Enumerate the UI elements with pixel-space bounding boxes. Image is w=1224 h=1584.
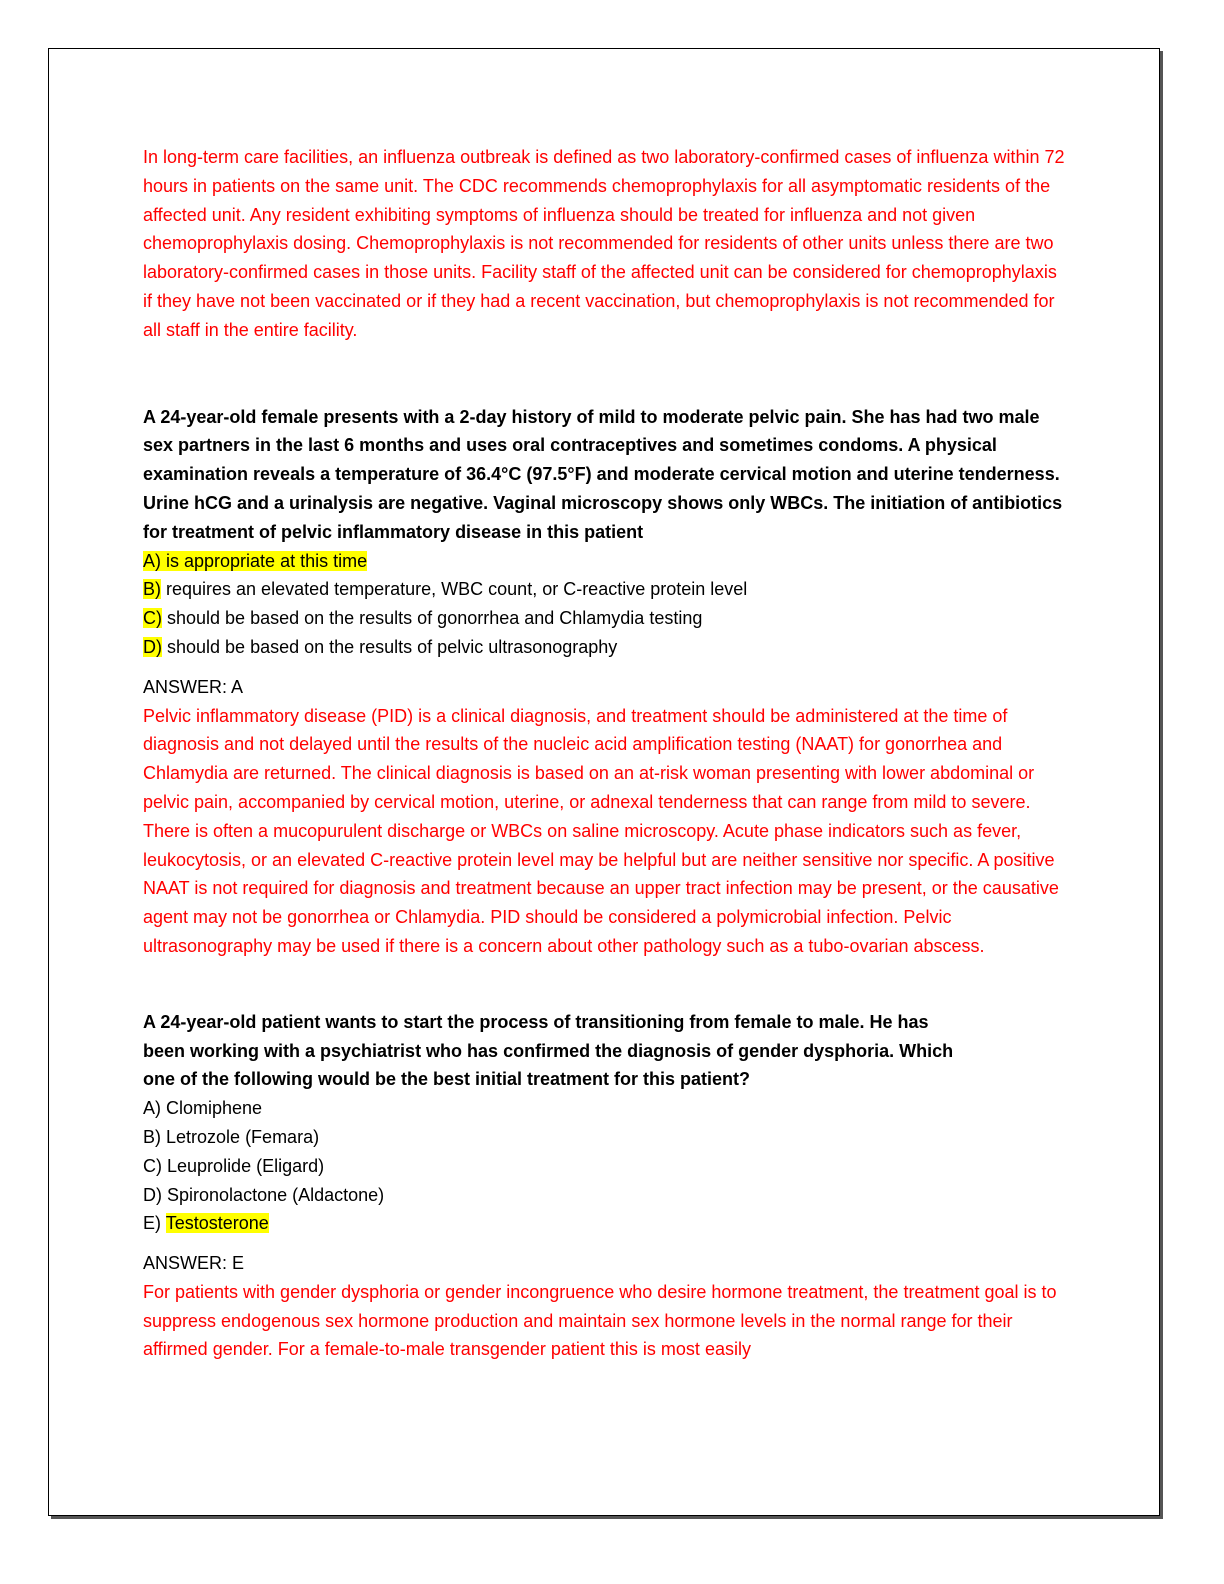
- question2-stem-line: been working with a psychiatrist who has confirmed the diagnosis of gender dysphoria. Which: [143, 1040, 954, 1061]
- question2-option-a: [143, 1094, 1068, 1123]
- question2-answer: ANSWER: E: [143, 1253, 245, 1274]
- option-letter: A): [143, 550, 161, 571]
- option-text: is appropriate at this time: [161, 550, 368, 571]
- question2-options: [143, 1094, 1068, 1238]
- option-letter: D): [143, 636, 162, 657]
- option-text: Spironolactone (Aldactone): [167, 1184, 385, 1205]
- option-text: Leuprolide (Eligard): [167, 1155, 325, 1176]
- question1-option-a: [143, 547, 1068, 576]
- question1-stem: A 24-year-old female presents with a 2-day history of mild to moderate pelvic pain. She has had two male sex partners in the last 6 months and uses oral contraceptives and sometimes condoms. A physical examination reveals a temperature of 36.4°C (97.5°F) and moderate cervical motion and uterine tenderness. Urine hCG and a urinalysis are negative. Vaginal microscopy shows only WBCs. The initiation of antibiotics for treatment of pelvic inflammatory disease in this patient: [143, 406, 1063, 542]
- option-letter: B): [143, 1126, 161, 1147]
- question2-option-d: [143, 1181, 1068, 1210]
- question1-option-d: [143, 633, 1068, 662]
- question1-options: [143, 547, 1068, 662]
- option-text: Letrozole (Femara): [166, 1126, 320, 1147]
- option-text: should be based on the results of gonorrhea and Chlamydia testing: [162, 608, 703, 629]
- question1-option-b: [143, 575, 1068, 604]
- option-letter: C): [143, 1155, 162, 1176]
- option-text: should be based on the results of pelvic ultrasonography: [162, 636, 618, 657]
- question1-explanation: Pelvic inflammatory disease (PID) is a clinical diagnosis, and treatment should be administered at the time of diagnosis and not delayed until the results of the nucleic acid amplification testing (NAAT) for gonorrhea and Chlamydia are returned. The clinical diagnosis is based on an at-risk woman presenting with lower abdominal or pelvic pain, accompanied by cervical motion, uterine, or adnexal tenderness that can range from mild to severe. There is often a mucopurulent discharge or WBCs on saline microscopy. Acute phase indicators such as fever, leukocytosis, or an elevated C-reactive protein level may be helpful but are neither sensitive nor specific. A positive NAAT is not required for diagnosis and treatment because an upper tract infection may be present, or the causative agent may not be gonorrhea or Chlamydia. PID should be considered a polymicrobial infection. Pelvic ultrasonography may be used if there is a concern about other pathology such as a tubo-ovarian abscess.: [143, 705, 1059, 956]
- question2-stem-line: A 24-year-old patient wants to start the process of transitioning from female to male. He has: [143, 1011, 929, 1032]
- option-letter: A): [143, 1098, 161, 1119]
- question2-explanation: For patients with gender dysphoria or gender incongruence who desire hormone treatment, the treatment goal is to suppress endogenous sex hormone production and maintain sex hormone levels in the normal range for their affirmed gender. For a female-to-male transgender patient this is most easily: [143, 1281, 1057, 1360]
- option-text: Clomiphene: [166, 1098, 263, 1119]
- question2-stem: [143, 1008, 1068, 1094]
- question2-option-b: [143, 1123, 1068, 1152]
- intro-paragraph: In long-term care facilities, an influenza outbreak is defined as two laboratory-confirmed cases of influenza within 72 hours in patients on the same unit. The CDC recommends chemoprophylaxis for all asymptomatic residents of the affected unit. Any resident exhibiting symptoms of influenza should be treated for influenza and not given chemoprophylaxis dosing. Chemoprophylaxis is not recommended for residents of other units unless there are two laboratory-confirmed cases in those units. Facility staff of the affected unit can be considered for chemoprophylaxis if they have not been vaccinated or if they had a recent vaccination, but chemoprophylaxis is not recommended for all staff in the entire facility.: [143, 147, 1065, 340]
- question2-option-c: [143, 1152, 1068, 1181]
- question2-option-e: [143, 1209, 1068, 1238]
- document-content: [143, 143, 1068, 1364]
- question1-answer: ANSWER: A: [143, 676, 244, 697]
- option-text: Testosterone: [165, 1213, 269, 1234]
- question1-option-c: [143, 604, 1068, 633]
- option-letter: C): [143, 608, 162, 629]
- question2-stem-line: one of the following would be the best initial treatment for this patient?: [143, 1069, 750, 1090]
- option-text: requires an elevated temperature, WBC count, or C-reactive protein level: [161, 579, 748, 600]
- option-letter: E): [143, 1213, 161, 1234]
- option-letter: B): [143, 579, 161, 600]
- option-letter: D): [143, 1184, 162, 1205]
